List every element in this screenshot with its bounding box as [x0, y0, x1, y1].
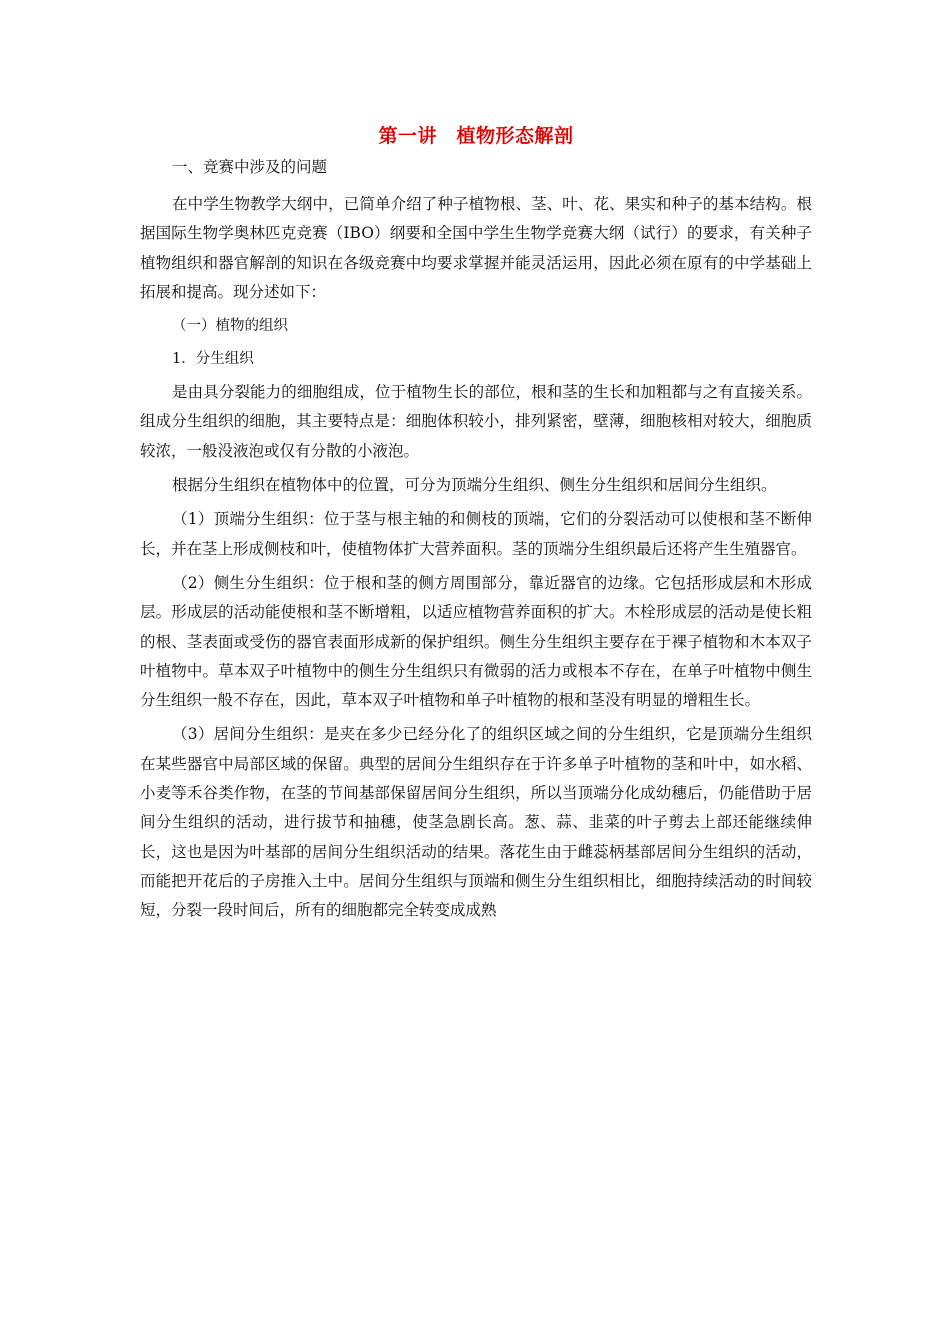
section-heading: 一、竞赛中涉及的问题: [172, 158, 328, 176]
subsection-heading-plant-tissue: （一）植物的组织: [172, 318, 288, 335]
meristem-types-paragraph: 根据分生组织在植物体中的位置，可分为顶端分生组织、侧生分生组织和居间分生组织。: [172, 476, 777, 495]
document-body: [140, 118, 812, 931]
intro-paragraph: 在中学生物教学大纲中，已简单介绍了种子植物根、茎、叶、花、果实和种子的基本结构。根据国际生物学奥林匹克竞赛（IBO）纲要和全国中学生生物学竞赛大纲（试行）的要求，有关种子植物组织和器官解剖的知识在各级竞赛中均要求掌握并能灵活运用，因此必须在原有的中学基础上拓展和提高。现分述如下：: [140, 195, 812, 301]
intercalary-meristem-paragraph: （3）居间分生组织：是夹在多少已经分化了的组织区域之间的分生组织，它是顶端分生组织在某些器官中局部区域的保留。典型的居间分生组织存在于许多单子叶植物的茎和叶中，如水稻、小麦等禾谷类作物，在茎的节间基部保留居间分生组织，所以当顶端分化成幼穗后，仍能借助于居间分生组织的活动，进行拔节和抽穗，使茎急剧长高。葱、蒜、韭菜的叶子剪去上部还能继续伸长，这也是因为叶基部的居间分生组织活动的结果。落花生由于雌蕊柄基部居间分生组织的活动，而能把开花后的子房推入土中。居间分生组织与顶端和侧生分生组织相比，细胞持续活动的时间较短，分裂一段时间后，所有的细胞都完全转变成成熟: [140, 725, 812, 920]
lateral-meristem-paragraph: （2）侧生分生组织：位于根和茎的侧方周围部分，靠近器官的边缘。它包括形成层和木形成层。形成层的活动能使根和茎不断增粗，以适应植物营养面积的扩大。木栓形成层的活动是使长粗的根、茎表面或受伤的器官表面形成新的保护组织。侧生分生组织主要存在于裸子植物和木本双子叶植物中。草本双子叶植物中的侧生分生组织只有微弱的活力或根本不存在，在单子叶植物中侧生分生组织一般不存在，因此，草本双子叶植物和单子叶植物的根和茎没有明显的增粗生长。: [140, 573, 812, 710]
apical-meristem-paragraph: （1）顶端分生组织：位于茎与根主轴的和侧枝的顶端，它们的分裂活动可以使根和茎不断伸长，并在茎上形成侧枝和叶，使植物体扩大营养面积。茎的顶端分生组织最后还将产生生殖器官。: [140, 510, 812, 558]
meristem-definition-paragraph: 是由具分裂能力的细胞组成，位于植物生长的部位，根和茎的生长和加粗都与之有直接关系。组成分生组织的细胞，其主要特点是：细胞体积较小，排列紧密，壁薄，细胞核相对较大，细胞质较浓，一般没液泡或仅有分散的小液泡。: [140, 383, 812, 460]
lecture-title: 第一讲 植物形态解剖: [378, 125, 574, 147]
subsection-heading-meristem: 1．分生组织: [172, 351, 254, 368]
